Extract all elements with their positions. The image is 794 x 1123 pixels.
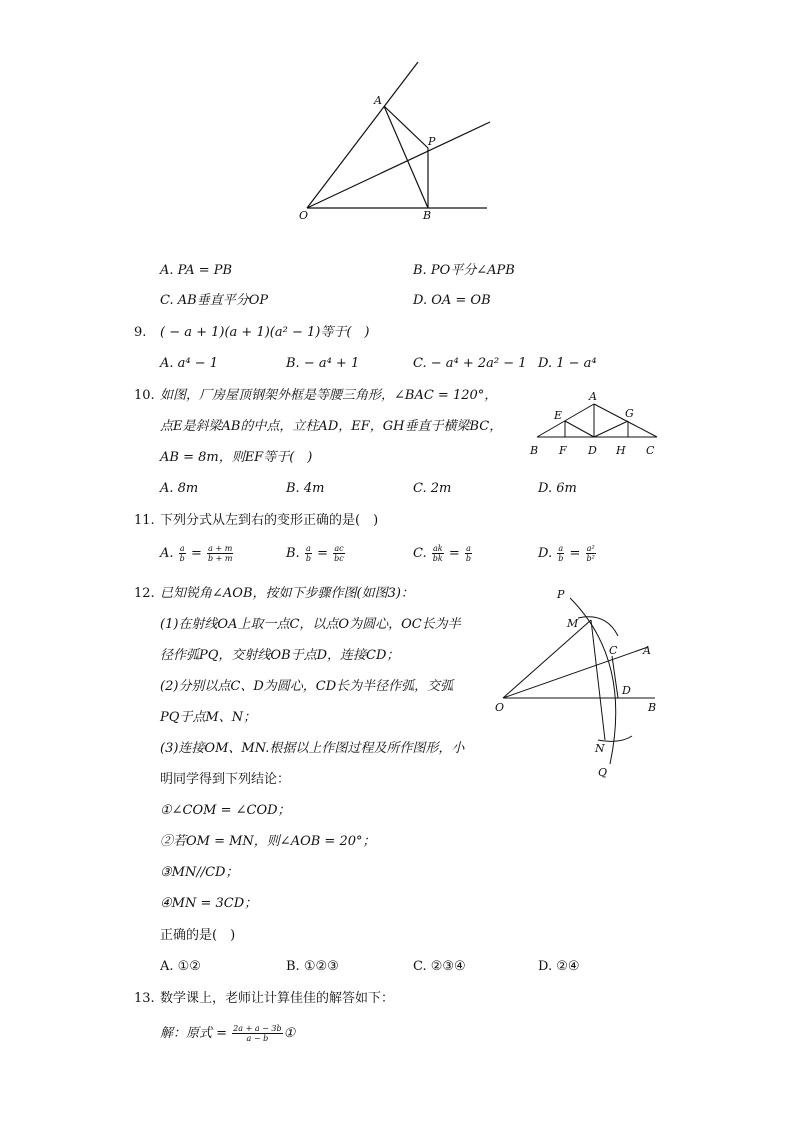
- q12-line5: PQ于点M、N；: [160, 710, 257, 725]
- q10-line3: AB = 8m，则EF等于( ): [160, 450, 313, 465]
- label-A: A: [374, 94, 382, 107]
- q11-option-c: C. $\frac{ak}{bk}$ = $\frac{a}{b}$: [413, 544, 472, 563]
- q13-solution: 解：原式 = $\frac{2a + a - 3b}{a - b}$ ①: [160, 1024, 296, 1043]
- q12-conclusion-2: ②若OM = MN，则∠AOB = 20°；: [160, 834, 376, 849]
- q8-option-a: A. PA = PB: [160, 263, 233, 278]
- q12-number: 12.: [134, 586, 155, 601]
- q12-line2: (1)在射线OA上取一点C，以点O为圆心，OC长为半: [160, 617, 461, 632]
- fig3-label-O: O: [495, 701, 505, 714]
- q13-number: 13.: [134, 991, 155, 1006]
- truss-label-B: B: [530, 444, 539, 457]
- q11-option-a: A. $\frac{a}{b}$ = $\frac{a + m}{b + m}$: [160, 544, 233, 563]
- q10-option-a: A. 8m: [160, 481, 199, 496]
- truss-label-G: G: [625, 407, 634, 420]
- q11-stem: 下列分式从左到右的变形正确的是( ): [160, 513, 379, 528]
- q8-option-d: D. OA = OB: [413, 293, 491, 308]
- q12-line1: 已知锐角∠AOB，按如下步骤作图(如图3)：: [160, 586, 414, 601]
- q12-line4: (2)分别以点C、D为圆心，CD长为半径作弧，交弧: [160, 679, 454, 694]
- q10-option-d: D. 6m: [538, 481, 577, 496]
- fig3-label-D: D: [622, 684, 631, 697]
- fig3-label-N: N: [595, 742, 605, 755]
- truss-label-E: E: [554, 409, 563, 422]
- q11-number: 11.: [134, 513, 155, 528]
- q12-conclusion-1: ①∠COM = ∠COD；: [160, 803, 291, 818]
- q9-option-d: D. 1 − a⁴: [538, 356, 597, 371]
- q12-line7: 明同学得到下列结论：: [160, 772, 291, 787]
- q9-stem: ( − a + 1)(a + 1)(a² − 1)等于( ): [160, 325, 370, 340]
- q9-option-b: B. − a⁴ + 1: [286, 356, 360, 371]
- q8-option-c: C. AB垂直平分OP: [160, 293, 269, 308]
- q10-line1: 如图，厂房屋顶钢架外框是等腰三角形，∠BAC = 120°，: [160, 388, 498, 403]
- q9-option-c: C. − a⁴ + 2a² − 1: [413, 356, 527, 371]
- q11-d-label: D.: [538, 546, 553, 561]
- q11-a-label: A.: [160, 546, 174, 561]
- fig3-label-M: M: [567, 617, 579, 630]
- q10-option-b: B. 4m: [286, 481, 325, 496]
- q11-b-label: B.: [286, 546, 300, 561]
- q10-number: 10.: [134, 388, 155, 403]
- q10-line2: 点E是斜梁AB的中点，立柱AD，EF，GH垂直于横梁BC，: [160, 419, 503, 434]
- truss-label-C: C: [646, 444, 655, 457]
- fig3-label-Q: Q: [598, 766, 608, 779]
- fig3-label-P: P: [557, 588, 565, 601]
- q9-option-a: A. a⁴ − 1: [160, 356, 219, 371]
- q12-conclusion-4: ④MN = 3CD；: [160, 896, 258, 911]
- q11-option-d: D. $\frac{a}{b}$ = $\frac{\text{a²}}{\text{b²}}$: [538, 544, 595, 563]
- q13-step-marker: ①: [283, 1026, 296, 1041]
- truss-label-D: D: [588, 444, 597, 457]
- fig3-label-B: B: [648, 701, 657, 714]
- q12-line3: 径作弧PQ，交射线OB于点D，连接CD；: [160, 648, 400, 663]
- fig3-label-A: A: [643, 644, 651, 657]
- truss-label-A: A: [589, 390, 597, 403]
- q8-option-b: B. PO平分∠APB: [413, 263, 515, 278]
- q9-number: 9.: [134, 325, 147, 340]
- q13-solution-label: 解：原式 =: [160, 1026, 228, 1041]
- q12-line6: (3)连接OM、MN.根据以上作图过程及所作图形，小: [160, 741, 465, 756]
- q12-conclusion-3: ③MN//CD；: [160, 865, 239, 880]
- q12-option-b: B. ①②③: [286, 959, 339, 974]
- q12-option-d: D. ②④: [538, 959, 580, 974]
- q13-stem: 数学课上，老师让计算佳佳的解答如下：: [160, 991, 395, 1006]
- label-P: P: [428, 135, 436, 148]
- truss-label-H: H: [616, 444, 626, 457]
- truss-label-F: F: [559, 444, 567, 457]
- label-O: O: [299, 209, 309, 222]
- q12-ask: 正确的是( ): [160, 928, 236, 943]
- q12-option-c: C. ②③④: [413, 959, 466, 974]
- label-B: B: [423, 209, 432, 222]
- q11-option-b: B. $\frac{a}{b}$ = $\frac{ac}{bc}$: [286, 544, 344, 563]
- q10-option-c: C. 2m: [413, 481, 452, 496]
- fig3-label-C: C: [609, 644, 618, 657]
- q11-c-label: C.: [413, 546, 427, 561]
- q12-option-a: A. ①②: [160, 959, 201, 974]
